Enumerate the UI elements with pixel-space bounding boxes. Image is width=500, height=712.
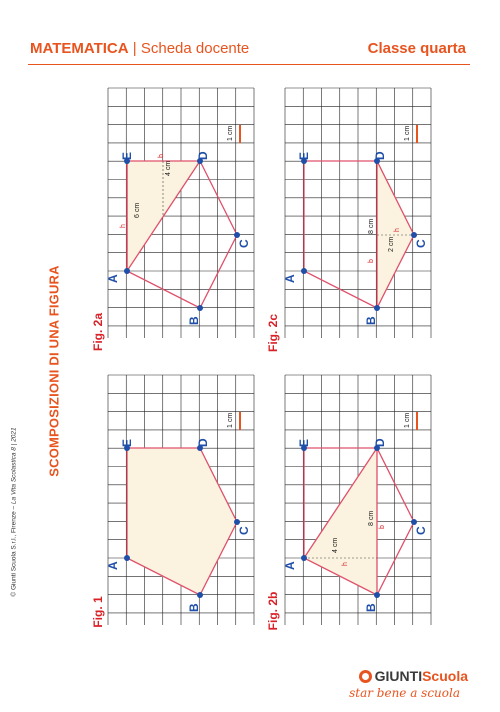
vertex-b	[374, 305, 380, 311]
measure-b: b	[158, 154, 165, 158]
unit-label: 1 cm	[404, 125, 411, 141]
vertex-label-c: C	[237, 526, 251, 535]
vertex-c	[411, 232, 417, 238]
measure-8cm: 8 cm	[368, 510, 375, 526]
vertex-label-b: B	[187, 603, 201, 612]
vertex-b	[197, 305, 203, 311]
figure-1	[108, 375, 254, 625]
vertex-label-b: B	[187, 316, 201, 325]
vertex-label-c: C	[414, 526, 428, 535]
vertex-b	[374, 592, 380, 598]
unit-label: 1 cm	[227, 125, 234, 141]
sheet-type: Scheda docente	[140, 40, 250, 57]
vertex-a	[301, 268, 307, 274]
vertex-label-a: A	[283, 274, 297, 283]
vertex-label-d: D	[373, 438, 387, 447]
copyright-publication: La Vita Scolastica 8 | 2021	[10, 427, 18, 505]
giunti-scuola-logo	[359, 668, 468, 684]
vertex-label-d: D	[196, 151, 210, 160]
fig-label-2b: Fig. 2b	[266, 591, 280, 631]
vertex-label-e: E	[120, 151, 134, 160]
figure-2b	[285, 375, 431, 625]
vertex-label-c: C	[237, 239, 251, 248]
figure-2a	[108, 88, 254, 338]
vertex-c	[411, 519, 417, 525]
vertex-label-a: A	[106, 561, 120, 570]
vertex-label-b: B	[364, 603, 378, 612]
vertex-label-c: C	[414, 239, 428, 248]
figure-2c	[285, 88, 431, 338]
class-label: Classe quarta	[367, 40, 466, 57]
vertex-b	[197, 592, 203, 598]
page-title: SCOMPOSIZIONI DI UNA FIGURA	[46, 265, 62, 477]
measure-6cm: 6 cm	[134, 202, 141, 218]
fig-label-1: Fig. 1	[91, 596, 105, 628]
vertex-c	[234, 232, 240, 238]
measure-h: h	[342, 562, 349, 566]
triangle-dcb	[377, 161, 414, 308]
vertex-label-b: B	[364, 316, 378, 325]
pentagon-shape	[127, 448, 237, 595]
logo-icon	[359, 670, 372, 683]
vertex-label-d: D	[373, 151, 387, 160]
vertex-label-a: A	[283, 561, 297, 570]
grid	[285, 88, 431, 338]
vertex-label-e: E	[297, 151, 311, 160]
measure-2cm: 2 cm	[388, 236, 395, 252]
measure-h: h	[120, 224, 127, 228]
vertex-label-e: E	[120, 438, 134, 447]
fig-label-2c: Fig. 2c	[266, 313, 280, 353]
vertex-a	[124, 268, 130, 274]
vertex-a	[301, 555, 307, 561]
vertex-label-d: D	[196, 438, 210, 447]
unit-label: 1 cm	[227, 412, 234, 428]
subject-title: MATEMATICA	[30, 40, 129, 57]
logo-brand-part2: Scuola	[422, 668, 468, 684]
measure-b: b	[368, 259, 375, 263]
measure-4cm: 4 cm	[165, 160, 172, 176]
measure-8cm: 8 cm	[368, 218, 375, 234]
header-separator: |	[132, 40, 137, 57]
vertex-a	[124, 555, 130, 561]
measure-4cm: 4 cm	[332, 537, 339, 553]
measure-h: h	[394, 228, 401, 232]
logo-brand-part1: GIUNTI	[374, 668, 423, 684]
unit-label: 1 cm	[404, 412, 411, 428]
fig-label-2a: Fig. 2a	[91, 312, 105, 352]
header-divider	[28, 64, 470, 65]
vertex-label-a: A	[106, 274, 120, 283]
vertex-label-e: E	[297, 438, 311, 447]
copyright-text: © Giunti Scuola S.r.l., Firenze –	[10, 504, 18, 597]
vertex-c	[234, 519, 240, 525]
measure-b: b	[379, 525, 386, 529]
copyright-notice	[11, 427, 18, 596]
header-left	[30, 40, 249, 57]
logo-tagline: star bene a scuola	[349, 686, 460, 700]
